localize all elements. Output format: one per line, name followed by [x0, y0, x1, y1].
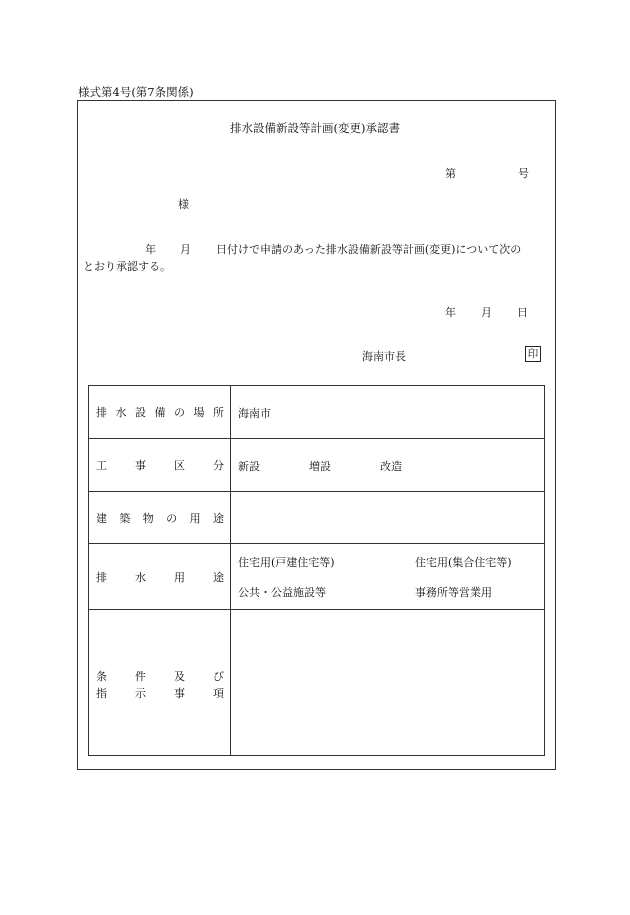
label-conditions-line1: 条 件 及 び: [96, 669, 224, 683]
mayor-title: 海南市長: [362, 350, 406, 363]
body-text-line2: とおり承認する。: [83, 260, 171, 273]
drainage-option-business: 事務所等営業用: [415, 586, 492, 599]
label-work-type: 工 事 区 分: [96, 459, 224, 472]
drainage-option-public: 公共・公益施設等: [238, 586, 326, 599]
number-prefix: 第: [445, 167, 456, 180]
body-month: 月: [180, 243, 191, 256]
seal-stamp: 印: [525, 346, 541, 362]
number-suffix: 号: [518, 167, 529, 180]
label-location: 排 水 設 備 の 場 所: [96, 406, 224, 419]
addressee-suffix: 様: [178, 198, 189, 211]
body-text-line1: 日付けで申請のあった排水設備新設等計画(変更)について次の: [216, 243, 522, 256]
row-building-use: [89, 492, 544, 544]
label-building-use: 建 築 物 の 用 途: [96, 511, 224, 525]
info-table: [88, 385, 545, 756]
drainage-option-collective: 住宅用(集合住宅等): [415, 556, 512, 569]
row-work-type: [89, 439, 544, 492]
date-month: 月: [481, 306, 492, 319]
row-location: [89, 386, 544, 439]
work-type-option-new: 新設: [238, 460, 260, 473]
drainage-option-detached: 住宅用(戸建住宅等): [238, 556, 335, 569]
label-conditions-line2: 指 示 事 項: [96, 686, 224, 700]
work-type-option-renovate: 改造: [380, 460, 402, 473]
body-year: 年: [145, 243, 156, 256]
date-day: 日: [517, 306, 528, 319]
location-value: 海南市: [238, 407, 271, 420]
row-drainage-use: [89, 544, 544, 610]
row-conditions: [89, 610, 544, 755]
form-number-label: 様式第4号(第7条関係): [78, 85, 194, 99]
document-title: 排水設備新設等計画(変更)承認書: [230, 121, 400, 135]
label-drainage-use: 排 水 用 途: [96, 570, 224, 584]
work-type-option-expand: 増設: [309, 460, 331, 473]
date-year: 年: [445, 306, 456, 319]
